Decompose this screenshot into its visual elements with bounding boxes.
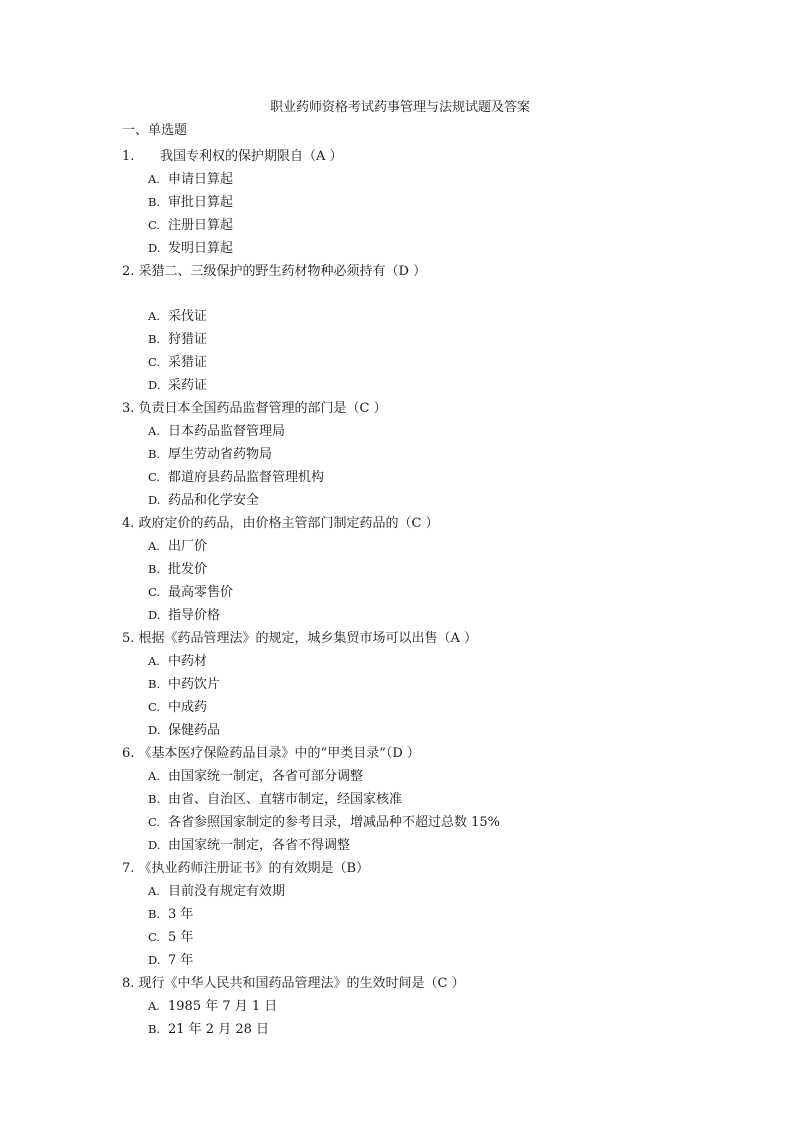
option-text: 药品和化学安全 xyxy=(168,493,260,508)
option-text: 21 年 2 月 28 日 xyxy=(168,1022,270,1037)
option-a xyxy=(0,880,800,903)
option-c xyxy=(0,581,800,604)
option-letter: B. xyxy=(148,562,161,576)
option-letter: A. xyxy=(148,999,160,1013)
option-text: 采药证 xyxy=(168,378,208,393)
option-text: 中药材 xyxy=(168,654,208,669)
option-d xyxy=(0,604,800,627)
option-text: 日本药品监督管理局 xyxy=(168,424,286,439)
question-stem: 《执业药师注册证书》的有效期是（B） xyxy=(138,861,370,876)
option-letter: B. xyxy=(148,447,161,461)
question-stem: 政府定价的药品，由价格主管部门制定药品的（C ） xyxy=(138,516,439,531)
option-text: 注册日算起 xyxy=(168,218,234,233)
option-b xyxy=(0,558,800,581)
option-text: 都道府县药品监督管理机构 xyxy=(168,470,325,485)
option-text: 3 年 xyxy=(168,907,194,922)
option-d xyxy=(0,489,800,512)
option-letter: A. xyxy=(148,309,160,323)
question-list xyxy=(0,145,800,1041)
blank-line xyxy=(0,283,800,305)
option-letter: D. xyxy=(148,608,161,622)
option-a xyxy=(0,650,800,673)
option-c xyxy=(0,466,800,489)
question-text xyxy=(0,742,800,765)
question-5 xyxy=(0,627,800,742)
question-text xyxy=(0,260,800,283)
option-text: 厚生劳动省药物局 xyxy=(168,447,273,462)
option-text: 出厂价 xyxy=(168,539,208,554)
option-c xyxy=(0,926,800,949)
option-text: 发明日算起 xyxy=(168,241,234,256)
option-letter: C. xyxy=(148,355,161,369)
question-2 xyxy=(0,260,800,397)
option-text: 各省参照国家制定的参考目录，增减品种不超过总数 15% xyxy=(168,815,501,830)
option-c xyxy=(0,696,800,719)
option-d xyxy=(0,374,800,397)
option-c xyxy=(0,214,800,237)
question-text xyxy=(0,512,800,535)
section-heading: 一、单选题 xyxy=(122,123,188,138)
question-number: 5. xyxy=(122,631,135,646)
option-letter: D. xyxy=(148,723,161,737)
option-text: 审批日算起 xyxy=(168,195,234,210)
option-d xyxy=(0,949,800,972)
option-letter: B. xyxy=(148,332,161,346)
question-stem: 《基本医疗保险药品目录》中的“甲类目录”（D ） xyxy=(138,746,420,761)
option-b xyxy=(0,328,800,351)
question-3 xyxy=(0,397,800,512)
question-stem: 我国专利权的保护期限自（A ） xyxy=(160,149,343,164)
option-a xyxy=(0,420,800,443)
option-d xyxy=(0,237,800,260)
option-b xyxy=(0,673,800,696)
option-letter: B. xyxy=(148,792,161,806)
question-number: 7. xyxy=(122,861,135,876)
question-text xyxy=(0,857,800,880)
option-text: 批发价 xyxy=(168,562,208,577)
question-6 xyxy=(0,742,800,857)
option-text: 狩猎证 xyxy=(168,332,208,347)
option-letter: D. xyxy=(148,493,161,507)
option-letter: C. xyxy=(148,815,161,829)
option-letter: D. xyxy=(148,838,161,852)
option-letter: B. xyxy=(148,195,161,209)
option-letter: C. xyxy=(148,700,161,714)
option-text: 指导价格 xyxy=(168,608,221,623)
question-number: 4. xyxy=(122,516,135,531)
question-stem: 根据《药品管理法》的规定，城乡集贸市场可以出售（A ） xyxy=(138,631,478,646)
option-b xyxy=(0,1018,800,1041)
option-text: 最高零售价 xyxy=(168,585,234,600)
question-7 xyxy=(0,857,800,972)
option-letter: A. xyxy=(148,769,160,783)
option-text: 5 年 xyxy=(168,930,194,945)
option-b xyxy=(0,191,800,214)
option-letter: B. xyxy=(148,1022,161,1036)
option-c xyxy=(0,351,800,374)
option-letter: D. xyxy=(148,378,161,392)
option-letter: A. xyxy=(148,172,160,186)
option-a xyxy=(0,995,800,1018)
question-stem: 负责日本全国药品监督管理的部门是（C ） xyxy=(138,401,387,416)
option-letter: C. xyxy=(148,585,161,599)
option-text: 申请日算起 xyxy=(168,172,234,187)
option-letter: A. xyxy=(148,654,160,668)
option-b xyxy=(0,788,800,811)
option-letter: C. xyxy=(148,930,161,944)
option-text: 目前没有规定有效期 xyxy=(168,884,286,899)
question-1 xyxy=(0,145,800,260)
option-letter: A. xyxy=(148,539,160,553)
option-a xyxy=(0,168,800,191)
question-text xyxy=(0,145,800,168)
option-text: 中药饮片 xyxy=(168,677,221,692)
option-letter: C. xyxy=(148,470,161,484)
question-text xyxy=(0,397,800,420)
option-text: 中成药 xyxy=(168,700,208,715)
option-a xyxy=(0,535,800,558)
option-text: 采伐证 xyxy=(168,309,208,324)
question-number: 1. xyxy=(122,149,135,164)
option-b xyxy=(0,903,800,926)
question-stem: 采猎二、三级保护的野生药材物种必须持有（D ） xyxy=(138,264,427,279)
option-text: 采猎证 xyxy=(168,355,208,370)
option-text: 由国家统一制定，各省不得调整 xyxy=(168,838,351,853)
option-c xyxy=(0,811,800,834)
option-text: 由省、自治区、直辖市制定，经国家核准 xyxy=(168,792,403,807)
option-a xyxy=(0,765,800,788)
option-letter: B. xyxy=(148,907,161,921)
option-letter: D. xyxy=(148,953,161,967)
option-text: 7 年 xyxy=(168,953,194,968)
question-number: 6. xyxy=(122,746,135,761)
option-text: 1985 年 7 月 1 日 xyxy=(168,999,278,1014)
option-d xyxy=(0,719,800,742)
question-number: 8. xyxy=(122,976,135,991)
option-letter: A. xyxy=(148,884,160,898)
option-text: 保健药品 xyxy=(168,723,221,738)
question-number: 3. xyxy=(122,401,135,416)
option-letter: D. xyxy=(148,241,161,255)
question-text xyxy=(0,972,800,995)
question-number: 2. xyxy=(122,264,135,279)
option-letter: B. xyxy=(148,677,161,691)
question-8 xyxy=(0,972,800,1041)
option-letter: C. xyxy=(148,218,161,232)
question-stem: 现行《中华人民共和国药品管理法》的生效时间是（C ） xyxy=(138,976,465,991)
option-text: 由国家统一制定，各省可部分调整 xyxy=(168,769,364,784)
option-letter: A. xyxy=(148,424,160,438)
question-4 xyxy=(0,512,800,627)
option-d xyxy=(0,834,800,857)
question-text xyxy=(0,627,800,650)
option-b xyxy=(0,443,800,466)
option-a xyxy=(0,305,800,328)
document-title: 职业药师资格考试药事管理与法规试题及答案 xyxy=(269,100,530,115)
